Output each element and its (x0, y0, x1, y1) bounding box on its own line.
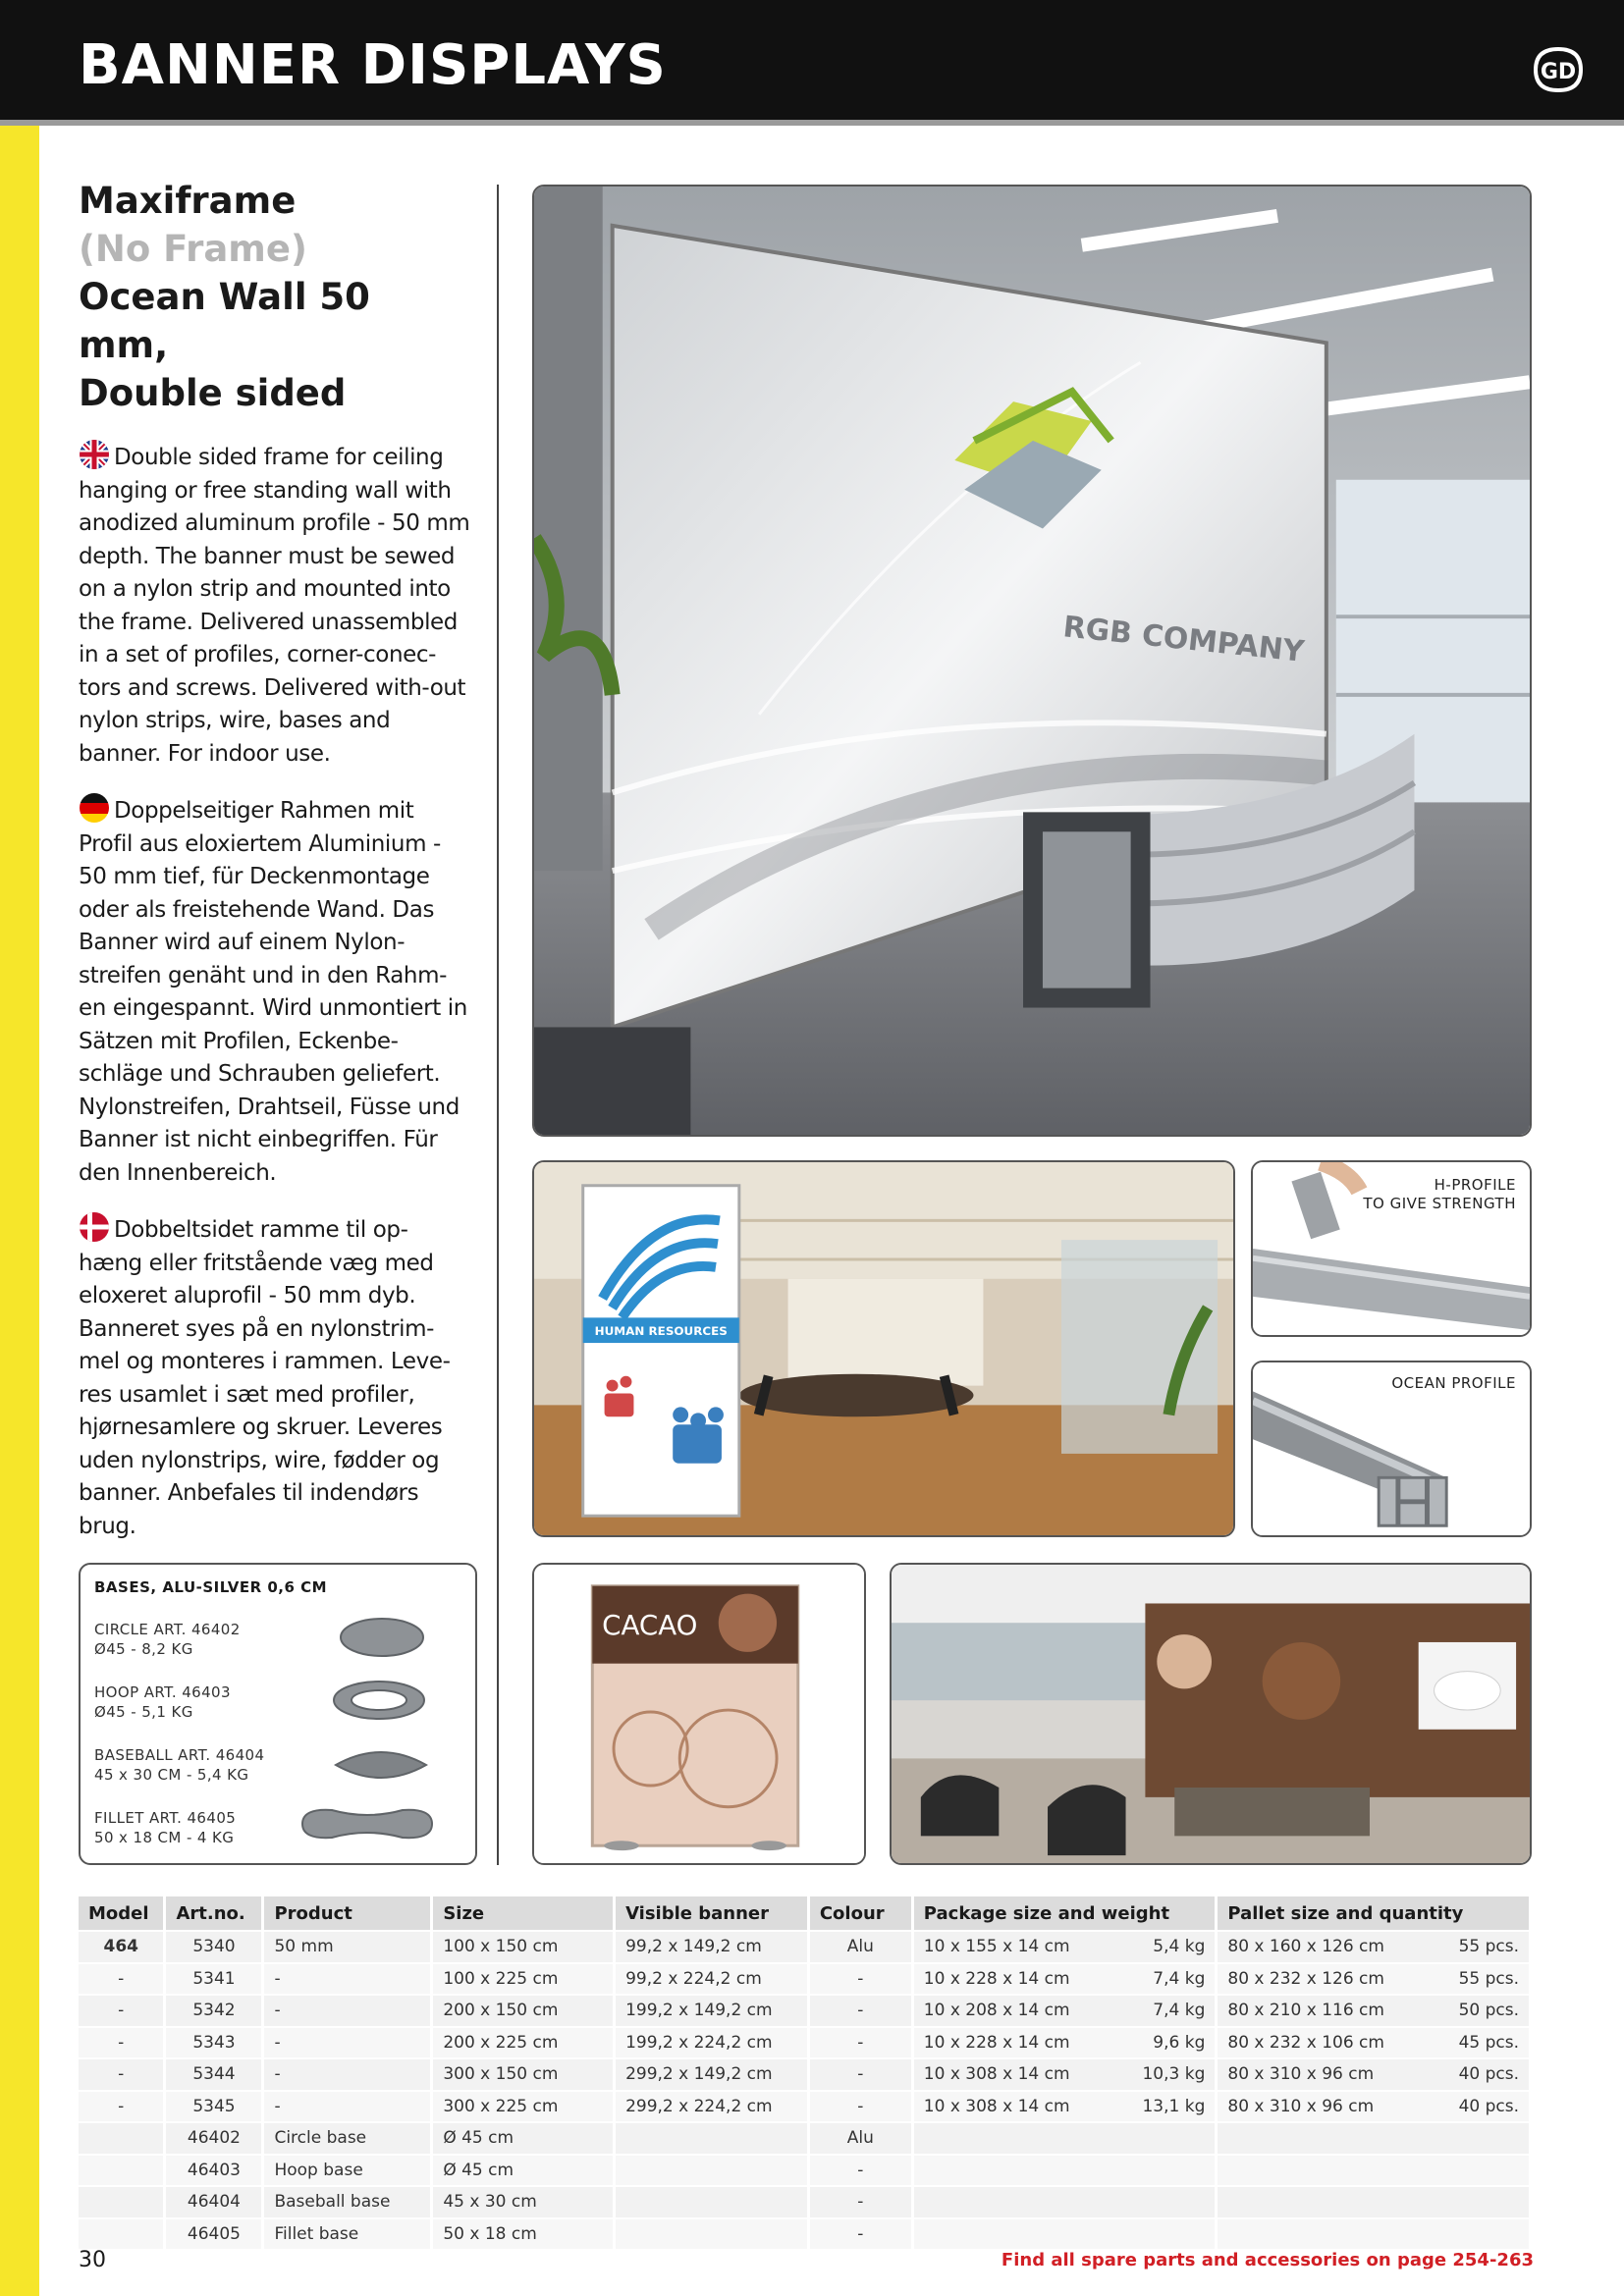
base-circle-spec: Ø45 - 8,2 KG (94, 1640, 193, 1658)
cell-art-no: 5341 (165, 1963, 263, 1996)
cell-package (912, 2027, 1217, 2059)
base-fillet-name: FILLET ART. 46405 (94, 1809, 237, 1827)
cell-pallet (1217, 2091, 1531, 2123)
german-flag-icon (79, 792, 110, 824)
cell-size: Ø 45 cm (432, 2155, 615, 2187)
package-weight: 7,4 kg (1153, 1968, 1206, 1989)
cell-package (912, 1931, 1217, 1963)
cacao-frame-photo (532, 1563, 866, 1865)
cell-size: 45 x 30 cm (432, 2186, 615, 2218)
cell-art-no: 46402 (165, 2122, 263, 2155)
pallet-quantity: 40 pcs. (1458, 2096, 1519, 2116)
cell-model: - (79, 2091, 165, 2123)
spec-table-header (79, 1896, 1531, 1931)
ocean-profile-label: OCEAN PROFILE (1391, 1374, 1516, 1392)
cell-art-no: 5340 (165, 1931, 263, 1963)
base-hoop-info (94, 1682, 231, 1722)
cell-product: Fillet base (263, 2218, 432, 2250)
cell-package (912, 2091, 1217, 2123)
base-circle-info (94, 1620, 241, 1659)
table-row (79, 2186, 1531, 2218)
cell-size: 300 x 225 cm (432, 2091, 615, 2123)
brand-logo-text: GD (1540, 60, 1577, 84)
cell-product: Hoop base (263, 2155, 432, 2187)
table-row (79, 2027, 1531, 2059)
cell-visible-banner: 199,2 x 149,2 cm (615, 1995, 809, 2027)
page-header (0, 0, 1624, 126)
cell-visible-banner: 99,2 x 149,2 cm (615, 1931, 809, 1963)
cell-model (79, 2218, 165, 2250)
base-fillet-info (94, 1808, 236, 1847)
footer-note: Find all spare parts and accessories on page 254-263 (1001, 2250, 1534, 2270)
pallet-quantity: 50 pcs. (1458, 2001, 1519, 2021)
ocean-profile-photo (1251, 1361, 1532, 1537)
cell-size: 100 x 150 cm (432, 1931, 615, 1963)
product-title-line-2: Double sided (79, 372, 347, 414)
pallet-quantity: 45 pcs. (1458, 2032, 1519, 2053)
package-weight: 10,3 kg (1142, 2064, 1206, 2085)
cafe-photo (890, 1563, 1532, 1865)
cell-colour: - (808, 2186, 912, 2218)
pallet-size: 80 x 232 x 126 cm (1227, 1968, 1384, 1989)
table-row (79, 2091, 1531, 2123)
description-danish-text: Dobbeltsidet ramme til op-hæng eller fritstående væg med eloxeret aluprofil - 50 mm dyb. Banneret syes på en nylonstrim-mel og monteres i rammen. Leve-res usamlet i sæt med profiler, hjørnesamlere og skruer. Leveres uden nylonstrips, wire, fødder og banner. Anbefales til indendørs brug. (79, 1217, 451, 1539)
column-divider (497, 185, 499, 1865)
cell-art-no: 46404 (165, 2186, 263, 2218)
cell-visible-banner: 199,2 x 224,2 cm (615, 2027, 809, 2059)
base-hoop-name: HOOP ART. 46403 (94, 1683, 231, 1701)
table-row (79, 2122, 1531, 2155)
base-circle-name: CIRCLE ART. 46402 (94, 1621, 241, 1638)
pallet-quantity: 55 pcs. (1458, 1968, 1519, 1989)
cell-product: - (263, 2027, 432, 2059)
package-weight: 5,4 kg (1153, 1937, 1206, 1957)
office-banner-text: HUMAN RESOURCES (594, 1324, 728, 1339)
cell-colour: - (808, 2091, 912, 2123)
package-size: 10 x 228 x 14 cm (923, 1968, 1070, 1989)
cell-model (79, 2155, 165, 2187)
package-size: 10 x 208 x 14 cm (923, 2001, 1070, 2021)
cell-colour: - (808, 2218, 912, 2250)
base-hoop-spec: Ø45 - 5,1 KG (94, 1703, 193, 1721)
base-fillet-spec: 50 x 18 CM - 4 KG (94, 1829, 235, 1846)
col-product: Product (263, 1896, 432, 1931)
cell-art-no: 5342 (165, 1995, 263, 2027)
baseball-base-icon (334, 1745, 428, 1785)
cell-package (912, 2122, 1217, 2155)
cell-visible-banner (615, 2218, 809, 2250)
table-row (79, 2155, 1531, 2187)
cell-pallet (1217, 2218, 1531, 2250)
uk-flag-icon (79, 439, 110, 470)
cell-product: - (263, 2091, 432, 2123)
base-baseball-name: BASEBALL ART. 46404 (94, 1746, 265, 1764)
table-row (79, 1995, 1531, 2027)
pallet-size: 80 x 310 x 96 cm (1227, 2096, 1375, 2116)
cell-size: 300 x 150 cm (432, 2058, 615, 2091)
fillet-base-icon (298, 1804, 436, 1843)
product-subtitle: (No Frame) (79, 228, 307, 270)
cell-visible-banner: 299,2 x 149,2 cm (615, 2058, 809, 2091)
cell-model: - (79, 2058, 165, 2091)
package-weight: 9,6 kg (1153, 2032, 1206, 2053)
cell-product: - (263, 1995, 432, 2027)
pallet-size: 80 x 210 x 116 cm (1227, 2001, 1384, 2021)
cell-size: 200 x 225 cm (432, 2027, 615, 2059)
h-profile-label (1363, 1176, 1516, 1213)
brand-logo (1528, 43, 1589, 96)
package-weight: 13,1 kg (1142, 2096, 1206, 2116)
cell-model: 464 (79, 1931, 165, 1963)
cell-size: 200 x 150 cm (432, 1995, 615, 2027)
cell-package (912, 1995, 1217, 2027)
cell-package (912, 2186, 1217, 2218)
spec-table (79, 1896, 1532, 2249)
cell-visible-banner: 99,2 x 224,2 cm (615, 1963, 809, 1996)
cell-model (79, 2122, 165, 2155)
table-row (79, 1963, 1531, 1996)
cell-package (912, 1963, 1217, 1996)
package-size: 10 x 308 x 14 cm (923, 2096, 1070, 2116)
package-size: 10 x 228 x 14 cm (923, 2032, 1070, 2053)
description-german-text: Doppelseitiger Rahmen mit Profil aus eloxiertem Aluminium - 50 mm tief, für Deckenmontage oder als freistehende Wand. Das Banner wird auf einem Nylon-streifen genäht und in den Rahm-en eingespannt. Wird unmontiert in Sätzen mit Profilen, Eckenbe-schläge und Schrauben geliefert. Nylonstreifen, Drahtseil, Füsse und Banner ist nicht einbegriffen. Für den Innenbereich. (79, 798, 467, 1186)
cell-size: 50 x 18 cm (432, 2218, 615, 2250)
product-name: Maxiframe (79, 180, 297, 222)
cell-pallet (1217, 2058, 1531, 2091)
col-pallet: Pallet size and quantity (1217, 1896, 1531, 1931)
cell-model: - (79, 1995, 165, 2027)
cell-colour: Alu (808, 2122, 912, 2155)
cell-pallet (1217, 2027, 1531, 2059)
h-profile-label-line-2: TO GIVE STRENGTH (1363, 1195, 1516, 1212)
col-colour: Colour (808, 1896, 912, 1931)
base-baseball-spec: 45 x 30 CM - 5,4 KG (94, 1766, 249, 1784)
col-size: Size (432, 1896, 615, 1931)
description-danish (79, 1211, 471, 1543)
h-profile-label-line-1: H-PROFILE (1434, 1176, 1516, 1194)
cacao-banner-text: CACAO (602, 1609, 698, 1642)
cell-package (912, 2218, 1217, 2250)
office-photo (532, 1160, 1235, 1537)
hoop-base-icon (330, 1679, 428, 1722)
cell-pallet (1217, 1931, 1531, 1963)
cell-art-no: 46405 (165, 2218, 263, 2250)
col-model: Model (79, 1896, 165, 1931)
bases-title: BASES, ALU-SILVER 0,6 CM (94, 1578, 328, 1596)
cell-package (912, 2058, 1217, 2091)
col-package: Package size and weight (912, 1896, 1217, 1931)
table-row (79, 2058, 1531, 2091)
col-art-no: Art.no. (165, 1896, 263, 1931)
cell-visible-banner (615, 2186, 809, 2218)
description-german (79, 792, 471, 1190)
cell-product: - (263, 2058, 432, 2091)
cell-size: Ø 45 cm (432, 2122, 615, 2155)
cell-colour: - (808, 2058, 912, 2091)
col-visible-banner: Visible banner (615, 1896, 809, 1931)
cell-pallet (1217, 2155, 1531, 2187)
package-size: 10 x 308 x 14 cm (923, 2064, 1070, 2085)
cell-pallet (1217, 1963, 1531, 1996)
circle-base-icon (338, 1616, 426, 1659)
cell-colour: - (808, 1995, 912, 2027)
page-number: 30 (79, 2248, 106, 2272)
cell-model (79, 2186, 165, 2218)
table-row (79, 2218, 1531, 2250)
cell-model: - (79, 1963, 165, 1996)
page-title: BANNER DISPLAYS (79, 33, 667, 97)
cell-package (912, 2155, 1217, 2187)
cell-product: 50 mm (263, 1931, 432, 1963)
cell-pallet (1217, 1995, 1531, 2027)
cell-model: - (79, 2027, 165, 2059)
lobby-photo (532, 185, 1532, 1137)
h-profile-photo (1251, 1160, 1532, 1337)
lobby-wall-text: RGB COMPANY (1061, 610, 1306, 669)
description-english (79, 439, 471, 771)
cell-visible-banner (615, 2155, 809, 2187)
description-english-text: Double sided frame for ceiling hanging or free standing wall with anodized aluminum profile - 50 mm depth. The banner must be sewed on a nylon strip and mounted into the frame. Delivered unassembled in a set of profiles, corner-conec-tors and screws. Delivered with-out nylon strips, wire, bases and banner. For indoor use. (79, 445, 470, 767)
cell-colour: - (808, 2027, 912, 2059)
pallet-size: 80 x 310 x 96 cm (1227, 2064, 1375, 2085)
cell-product: Baseball base (263, 2186, 432, 2218)
pallet-size: 80 x 160 x 126 cm (1227, 1937, 1384, 1957)
pallet-quantity: 55 pcs. (1458, 1937, 1519, 1957)
side-accent-bar (0, 126, 39, 2296)
cell-pallet (1217, 2122, 1531, 2155)
base-baseball-info (94, 1745, 264, 1785)
cell-colour: - (808, 2155, 912, 2187)
cell-visible-banner: 299,2 x 224,2 cm (615, 2091, 809, 2123)
cell-product: - (263, 1963, 432, 1996)
cell-colour: Alu (808, 1931, 912, 1963)
cell-art-no: 5344 (165, 2058, 263, 2091)
danish-flag-icon (79, 1211, 110, 1243)
package-size: 10 x 155 x 14 cm (923, 1937, 1070, 1957)
cell-art-no: 5345 (165, 2091, 263, 2123)
cell-art-no: 46403 (165, 2155, 263, 2187)
pallet-size: 80 x 232 x 106 cm (1227, 2032, 1384, 2053)
product-description-column (79, 177, 471, 1565)
package-weight: 7,4 kg (1153, 2001, 1206, 2021)
cell-size: 100 x 225 cm (432, 1963, 615, 1996)
pallet-quantity: 40 pcs. (1458, 2064, 1519, 2085)
cell-visible-banner (615, 2122, 809, 2155)
product-title-line-1: Ocean Wall 50 mm, (79, 276, 370, 366)
cell-colour: - (808, 1963, 912, 1996)
table-row (79, 1931, 1531, 1963)
bases-info-box (79, 1563, 477, 1865)
cell-pallet (1217, 2186, 1531, 2218)
cell-art-no: 5343 (165, 2027, 263, 2059)
cell-product: Circle base (263, 2122, 432, 2155)
